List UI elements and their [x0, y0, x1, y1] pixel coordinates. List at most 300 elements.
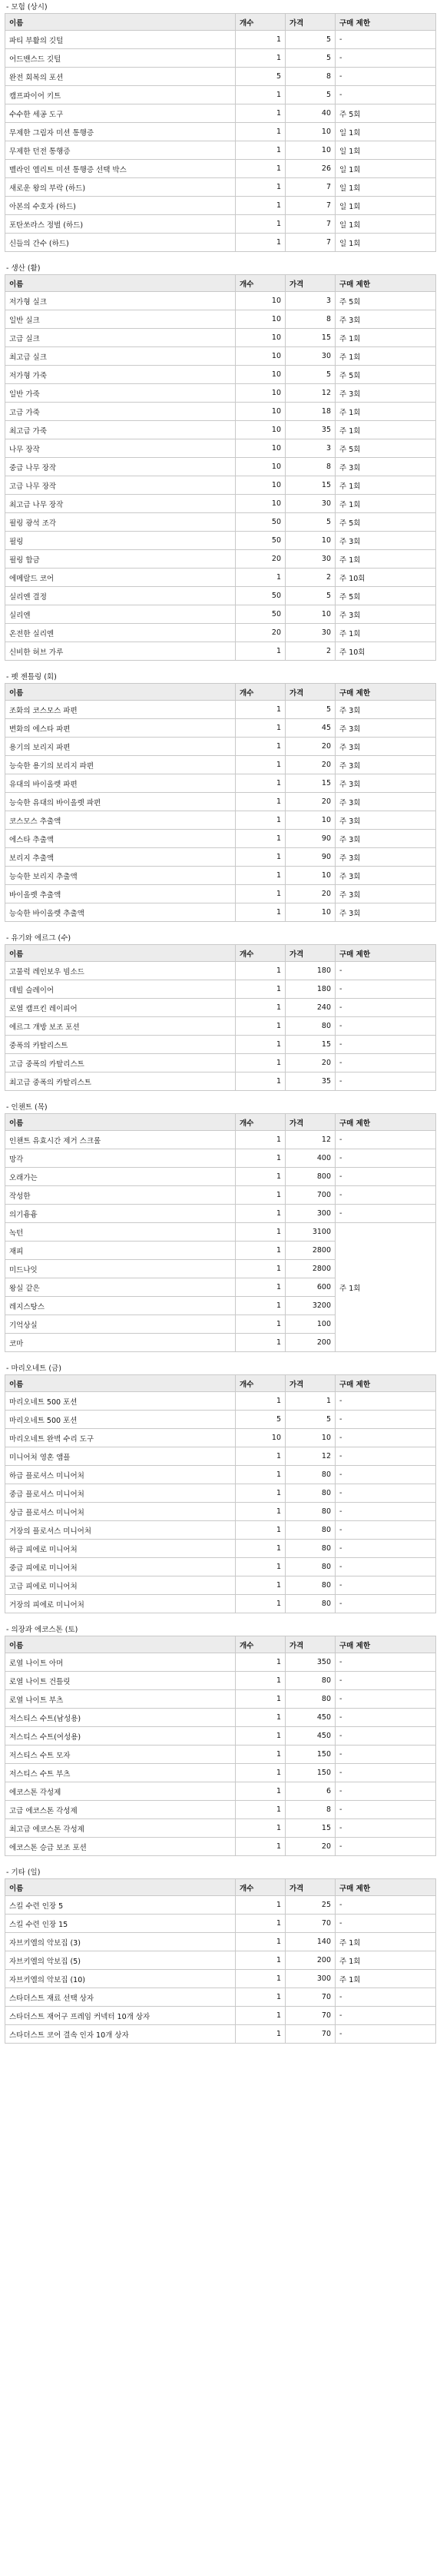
cell-quantity: 1 — [236, 1746, 286, 1764]
cell-price: 20 — [286, 1054, 336, 1073]
cell-item-name: 실리엔 결정 — [5, 587, 236, 605]
cell-item-name: 능숙한 유대의 바이올렛 파편 — [5, 793, 236, 811]
cell-price: 35 — [286, 421, 336, 439]
cell-price: 5 — [286, 49, 336, 68]
table-row — [5, 1988, 436, 2007]
cell-purchase-limit: 주 3회 — [336, 738, 436, 756]
cell-purchase-limit: 주 3회 — [336, 867, 436, 885]
cell-item-name: 고물럭 레인보우 빔소드 — [5, 962, 236, 980]
section-title: - 마리오네트 (금) — [6, 1364, 61, 1373]
cell-price: 5 — [286, 1411, 336, 1429]
cell-price: 200 — [286, 1334, 336, 1352]
cell-price: 240 — [286, 999, 336, 1017]
table-row — [5, 141, 436, 160]
table-row — [5, 1168, 436, 1186]
column-header-price: 가격 — [286, 1636, 336, 1653]
table-row — [5, 476, 436, 495]
cell-purchase-limit: 주 10회 — [336, 569, 436, 587]
column-header-price: 가격 — [286, 14, 336, 31]
cell-quantity: 1 — [236, 569, 286, 587]
cell-item-name: 자브키엘의 악보집 (10) — [5, 1970, 236, 1988]
table-row — [5, 1036, 436, 1054]
cell-purchase-limit: 주 3회 — [336, 458, 436, 476]
table-row — [5, 1429, 436, 1447]
cell-price: 180 — [286, 962, 336, 980]
cell-price: 3 — [286, 292, 336, 310]
cell-item-name: 스킬 수련 인장 15 — [5, 1915, 236, 1933]
cell-item-name: 필링 — [5, 532, 236, 550]
column-header-limit: 구매 제한 — [336, 945, 436, 962]
cell-price: 7 — [286, 178, 336, 197]
cell-purchase-limit: 주 3회 — [336, 310, 436, 329]
cell-purchase-limit: - — [336, 1131, 436, 1149]
cell-quantity: 1 — [236, 1205, 286, 1223]
cell-quantity: 1 — [236, 31, 286, 49]
cell-purchase-limit: - — [336, 1168, 436, 1186]
cell-price: 15 — [286, 329, 336, 347]
cell-item-name: 저스티스 수트(여성용) — [5, 1727, 236, 1746]
cell-quantity: 1 — [236, 1970, 286, 1988]
cell-purchase-limit: 주 5회 — [336, 366, 436, 384]
cell-price: 6 — [286, 1782, 336, 1801]
cell-purchase-limit: - — [336, 1819, 436, 1838]
cell-purchase-limit: 일 1회 — [336, 234, 436, 252]
cell-quantity: 1 — [236, 1017, 286, 1036]
cell-item-name: 고급 에코스톤 각성제 — [5, 1801, 236, 1819]
cell-purchase-limit: - — [336, 1073, 436, 1091]
cell-purchase-limit: 주 1회 — [336, 347, 436, 366]
cell-item-name: 일반 가죽 — [5, 384, 236, 403]
cell-price: 100 — [286, 1315, 336, 1334]
table-row — [5, 1521, 436, 1540]
cell-purchase-limit: - — [336, 31, 436, 49]
cell-item-name: 저스티스 수트 모자 — [5, 1746, 236, 1764]
cell-item-name: 필링 광석 조각 — [5, 513, 236, 532]
cell-item-name: 능숙한 바이올렛 추출액 — [5, 903, 236, 922]
cell-purchase-limit: - — [336, 2007, 436, 2025]
cell-purchase-limit: 주 1회 — [336, 1951, 436, 1970]
table-row — [5, 962, 436, 980]
cell-item-name: 최고급 에코스톤 각성제 — [5, 1819, 236, 1838]
column-header-qty: 개수 — [236, 1114, 286, 1131]
cell-item-name: 코스모스 추출액 — [5, 811, 236, 830]
cell-quantity: 50 — [236, 532, 286, 550]
table-row — [5, 1223, 436, 1242]
cell-price: 3 — [286, 439, 336, 458]
cell-purchase-limit: 주 1회 — [336, 1223, 436, 1352]
table-row — [5, 793, 436, 811]
cell-purchase-limit: 주 1회 — [336, 550, 436, 569]
cell-quantity: 1 — [236, 1896, 286, 1915]
cell-quantity: 1 — [236, 1186, 286, 1205]
table-row — [5, 31, 436, 49]
column-header-price: 가격 — [286, 1879, 336, 1896]
cell-price: 5 — [286, 366, 336, 384]
cell-price: 30 — [286, 550, 336, 569]
cell-purchase-limit: - — [336, 1746, 436, 1764]
cell-item-name: 어드밴스드 깃털 — [5, 49, 236, 68]
cell-quantity: 1 — [236, 1334, 286, 1352]
table-row — [5, 569, 436, 587]
cell-price: 25 — [286, 1896, 336, 1915]
column-header-limit: 구매 제한 — [336, 684, 436, 701]
cell-price: 30 — [286, 495, 336, 513]
table-row — [5, 439, 436, 458]
cell-quantity: 10 — [236, 329, 286, 347]
cell-quantity: 10 — [236, 1429, 286, 1447]
cell-purchase-limit: 주 5회 — [336, 439, 436, 458]
table-row — [5, 2007, 436, 2025]
cell-price: 90 — [286, 848, 336, 867]
cell-quantity: 1 — [236, 1727, 286, 1746]
cell-purchase-limit: - — [336, 1690, 436, 1709]
cell-purchase-limit: - — [336, 1764, 436, 1782]
cell-purchase-limit: - — [336, 1484, 436, 1503]
cell-quantity: 1 — [236, 1558, 286, 1576]
cell-item-name: 최고급 나무 장작 — [5, 495, 236, 513]
cell-purchase-limit: - — [336, 1576, 436, 1595]
table-row — [5, 458, 436, 476]
table-row — [5, 774, 436, 793]
cell-price: 8 — [286, 1801, 336, 1819]
column-header-qty: 개수 — [236, 1375, 286, 1392]
cell-price: 10 — [286, 123, 336, 141]
cell-item-name: 에스타 추출액 — [5, 830, 236, 848]
cell-item-name: 실리엔 — [5, 605, 236, 624]
table-row — [5, 867, 436, 885]
section-table — [5, 13, 436, 252]
cell-quantity: 1 — [236, 1915, 286, 1933]
column-header-price: 가격 — [286, 945, 336, 962]
section-table — [5, 1113, 436, 1352]
cell-price: 200 — [286, 1951, 336, 1970]
table-row — [5, 1576, 436, 1595]
cell-item-name: 중급 나무 장작 — [5, 458, 236, 476]
table-row — [5, 1672, 436, 1690]
cell-price: 20 — [286, 756, 336, 774]
cell-quantity: 20 — [236, 550, 286, 569]
cell-item-name: 마리오네트 500 포션 — [5, 1411, 236, 1429]
table-header-row — [5, 1636, 436, 1653]
cell-item-name: 스타더스트 재료 선택 상자 — [5, 1988, 236, 2007]
cell-price: 80 — [286, 1576, 336, 1595]
table-row — [5, 1801, 436, 1819]
cell-purchase-limit: 주 1회 — [336, 1933, 436, 1951]
table-row — [5, 1970, 436, 1988]
table-row — [5, 980, 436, 999]
cell-price: 15 — [286, 1819, 336, 1838]
cell-item-name: 무제한 그림자 미션 통행증 — [5, 123, 236, 141]
cell-purchase-limit: - — [336, 1186, 436, 1205]
cell-quantity: 1 — [236, 642, 286, 661]
cell-quantity: 1 — [236, 1242, 286, 1260]
cell-purchase-limit: - — [336, 1017, 436, 1036]
cell-purchase-limit: 주 3회 — [336, 830, 436, 848]
column-header-limit: 구매 제한 — [336, 1375, 436, 1392]
table-row — [5, 1073, 436, 1091]
cell-purchase-limit: - — [336, 1036, 436, 1054]
table-row — [5, 624, 436, 642]
cell-item-name: 코마 — [5, 1334, 236, 1352]
cell-purchase-limit: 주 1회 — [336, 403, 436, 421]
cell-item-name: 고급 가죽 — [5, 403, 236, 421]
cell-price: 10 — [286, 532, 336, 550]
table-row — [5, 1915, 436, 1933]
cell-quantity: 1 — [236, 1595, 286, 1613]
cell-purchase-limit: 일 1회 — [336, 141, 436, 160]
table-row — [5, 1503, 436, 1521]
cell-quantity: 1 — [236, 1988, 286, 2007]
table-row — [5, 811, 436, 830]
cell-purchase-limit: 일 1회 — [336, 178, 436, 197]
cell-purchase-limit: - — [336, 49, 436, 68]
cell-item-name: 스타더스트 코어 결속 인자 10개 상자 — [5, 2025, 236, 2044]
cell-item-name: 오래가는 — [5, 1168, 236, 1186]
column-header-qty: 개수 — [236, 1636, 286, 1653]
cell-quantity: 1 — [236, 1278, 286, 1297]
cell-quantity: 1 — [236, 1576, 286, 1595]
cell-price: 10 — [286, 605, 336, 624]
cell-quantity: 1 — [236, 701, 286, 719]
cell-price: 80 — [286, 1484, 336, 1503]
cell-item-name: 레지스탕스 — [5, 1297, 236, 1315]
cell-item-name: 재피 — [5, 1242, 236, 1260]
cell-item-name: 상급 플로셔스 미니어처 — [5, 1503, 236, 1521]
cell-price: 3100 — [286, 1223, 336, 1242]
section-table — [5, 1636, 436, 1856]
cell-item-name: 바이올렛 추출액 — [5, 885, 236, 903]
cell-item-name: 신비한 허브 가루 — [5, 642, 236, 661]
cell-price: 80 — [286, 1672, 336, 1690]
cell-item-name: 조화의 코스모스 파편 — [5, 701, 236, 719]
cell-item-name: 고급 중폭의 카탈리스트 — [5, 1054, 236, 1073]
cell-item-name: 최고급 실크 — [5, 347, 236, 366]
cell-price: 8 — [286, 310, 336, 329]
table-row — [5, 642, 436, 661]
cell-purchase-limit: - — [336, 1411, 436, 1429]
cell-item-name: 에르그 개방 보조 포션 — [5, 1017, 236, 1036]
column-header-name: 이름 — [5, 945, 236, 962]
section-title: - 유기와 에르그 (수) — [6, 934, 71, 943]
cell-purchase-limit: - — [336, 962, 436, 980]
column-header-name: 이름 — [5, 275, 236, 292]
cell-quantity: 50 — [236, 513, 286, 532]
table-row — [5, 587, 436, 605]
cell-item-name: 미니어처 영혼 앰플 — [5, 1447, 236, 1466]
cell-price: 450 — [286, 1727, 336, 1746]
cell-item-name: 변화의 에스타 파편 — [5, 719, 236, 738]
cell-quantity: 10 — [236, 310, 286, 329]
cell-purchase-limit: 주 1회 — [336, 624, 436, 642]
cell-purchase-limit: - — [336, 1896, 436, 1915]
table-row — [5, 1653, 436, 1672]
column-header-name: 이름 — [5, 684, 236, 701]
cell-quantity: 1 — [236, 1260, 286, 1278]
cell-quantity: 10 — [236, 292, 286, 310]
table-row — [5, 513, 436, 532]
cell-price: 7 — [286, 234, 336, 252]
cell-price: 30 — [286, 624, 336, 642]
cell-price: 10 — [286, 141, 336, 160]
cell-quantity: 1 — [236, 104, 286, 123]
cell-price: 15 — [286, 774, 336, 793]
cell-item-name: 저가형 가죽 — [5, 366, 236, 384]
table-row — [5, 421, 436, 439]
cell-item-name: 인챈트 유효시간 제거 스크롤 — [5, 1131, 236, 1149]
cell-price: 5 — [286, 701, 336, 719]
cell-purchase-limit: 주 5회 — [336, 513, 436, 532]
table-row — [5, 1186, 436, 1205]
cell-quantity: 1 — [236, 197, 286, 215]
table-row — [5, 1709, 436, 1727]
cell-purchase-limit: 주 10회 — [336, 642, 436, 661]
cell-item-name: 벨라인 엘리트 미션 통행증 선택 박스 — [5, 160, 236, 178]
cell-item-name: 보리지 추출액 — [5, 848, 236, 867]
cell-item-name: 용기의 보리지 파편 — [5, 738, 236, 756]
table-row — [5, 1447, 436, 1466]
cell-price: 80 — [286, 1466, 336, 1484]
cell-price: 80 — [286, 1521, 336, 1540]
cell-quantity: 1 — [236, 1315, 286, 1334]
table-row — [5, 719, 436, 738]
cell-item-name: 나무 장작 — [5, 439, 236, 458]
column-header-limit: 구매 제한 — [336, 1636, 436, 1653]
cell-quantity: 50 — [236, 605, 286, 624]
cell-item-name: 최고급 중폭의 카탈리스트 — [5, 1073, 236, 1091]
cell-item-name: 스타더스트 재어구 프레임 커넥터 10개 상자 — [5, 2007, 236, 2025]
table-row — [5, 1054, 436, 1073]
cell-purchase-limit: - — [336, 1466, 436, 1484]
cell-purchase-limit: 주 5회 — [336, 104, 436, 123]
cell-price: 8 — [286, 68, 336, 86]
cell-purchase-limit: - — [336, 1521, 436, 1540]
table-row — [5, 86, 436, 104]
cell-item-name: 로열 나이트 아머 — [5, 1653, 236, 1672]
column-header-qty: 개수 — [236, 1879, 286, 1896]
cell-item-name: 무제한 던전 통행증 — [5, 141, 236, 160]
cell-price: 15 — [286, 476, 336, 495]
cell-item-name: 능숙한 보리지 추출액 — [5, 867, 236, 885]
table-row — [5, 1205, 436, 1223]
cell-purchase-limit: - — [336, 1054, 436, 1073]
cell-purchase-limit: - — [336, 1782, 436, 1801]
cell-item-name: 필링 합금 — [5, 550, 236, 569]
cell-price: 5 — [286, 31, 336, 49]
cell-quantity: 1 — [236, 1933, 286, 1951]
cell-quantity: 1 — [236, 793, 286, 811]
cell-price: 30 — [286, 347, 336, 366]
cell-price: 12 — [286, 1131, 336, 1149]
cell-price: 70 — [286, 1915, 336, 1933]
cell-purchase-limit: 주 1회 — [336, 1970, 436, 1988]
table-row — [5, 999, 436, 1017]
table-row — [5, 738, 436, 756]
cell-price: 1 — [286, 1392, 336, 1411]
cell-quantity: 1 — [236, 1801, 286, 1819]
cell-quantity: 10 — [236, 347, 286, 366]
cell-price: 80 — [286, 1558, 336, 1576]
cell-purchase-limit: 주 1회 — [336, 476, 436, 495]
table-row — [5, 1540, 436, 1558]
cell-purchase-limit: - — [336, 1988, 436, 2007]
cell-price: 700 — [286, 1186, 336, 1205]
cell-item-name: 포탄쏘라스 정벌 (하드) — [5, 215, 236, 234]
cell-quantity: 1 — [236, 1672, 286, 1690]
cell-item-name: 에코스톤 승급 보조 포션 — [5, 1838, 236, 1856]
cell-quantity: 1 — [236, 1447, 286, 1466]
cell-quantity: 1 — [236, 1484, 286, 1503]
table-row — [5, 215, 436, 234]
cell-purchase-limit: 주 3회 — [336, 811, 436, 830]
column-header-name: 이름 — [5, 1879, 236, 1896]
table-row — [5, 1595, 436, 1613]
table-row — [5, 1558, 436, 1576]
cell-item-name: 거장의 플로셔스 미니어처 — [5, 1521, 236, 1540]
cell-price: 20 — [286, 738, 336, 756]
cell-purchase-limit: - — [336, 68, 436, 86]
cell-purchase-limit: 일 1회 — [336, 215, 436, 234]
cell-price: 70 — [286, 2007, 336, 2025]
table-row — [5, 756, 436, 774]
cell-purchase-limit: - — [336, 1915, 436, 1933]
cell-purchase-limit: 주 5회 — [336, 292, 436, 310]
cell-purchase-limit: - — [336, 1503, 436, 1521]
table-row — [5, 68, 436, 86]
table-row — [5, 1896, 436, 1915]
cell-item-name: 수수한 세공 도구 — [5, 104, 236, 123]
cell-quantity: 1 — [236, 1690, 286, 1709]
cell-purchase-limit: - — [336, 1558, 436, 1576]
cell-quantity: 1 — [236, 811, 286, 830]
table-row — [5, 403, 436, 421]
cell-quantity: 1 — [236, 1168, 286, 1186]
cell-price: 300 — [286, 1205, 336, 1223]
column-header-qty: 개수 — [236, 14, 286, 31]
cell-purchase-limit: - — [336, 2025, 436, 2044]
cell-price: 10 — [286, 1429, 336, 1447]
section-title: - 펫 젠틀링 (회) — [6, 673, 57, 681]
cell-price: 15 — [286, 1036, 336, 1054]
cell-quantity: 1 — [236, 178, 286, 197]
cell-item-name: 망각 — [5, 1149, 236, 1168]
cell-item-name: 로열 나이트 부츠 — [5, 1690, 236, 1709]
cell-quantity: 5 — [236, 68, 286, 86]
cell-price: 12 — [286, 1447, 336, 1466]
cell-quantity: 50 — [236, 587, 286, 605]
cell-item-name: 하급 피에로 미니어처 — [5, 1540, 236, 1558]
cell-price: 800 — [286, 1168, 336, 1186]
cell-purchase-limit: 주 3회 — [336, 605, 436, 624]
cell-purchase-limit: - — [336, 1672, 436, 1690]
cell-price: 2 — [286, 642, 336, 661]
cell-item-name: 중급 플로셔스 미니어처 — [5, 1484, 236, 1503]
cell-item-name: 유대의 바이올렛 파편 — [5, 774, 236, 793]
section-title: - 의장과 에코스톤 (토) — [6, 1626, 78, 1634]
cell-purchase-limit: - — [336, 1727, 436, 1746]
cell-quantity: 1 — [236, 1392, 286, 1411]
cell-purchase-limit: 주 3회 — [336, 885, 436, 903]
table-row — [5, 1764, 436, 1782]
cell-item-name: 스킬 수련 인장 5 — [5, 1896, 236, 1915]
column-header-limit: 구매 제한 — [336, 1879, 436, 1896]
cell-item-name: 저스티스 수트(남성용) — [5, 1709, 236, 1727]
cell-quantity: 1 — [236, 1819, 286, 1838]
cell-purchase-limit: - — [336, 86, 436, 104]
cell-quantity: 1 — [236, 719, 286, 738]
cell-price: 300 — [286, 1970, 336, 1988]
cell-item-name: 마리오네트 완벽 수리 도구 — [5, 1429, 236, 1447]
cell-quantity: 1 — [236, 980, 286, 999]
